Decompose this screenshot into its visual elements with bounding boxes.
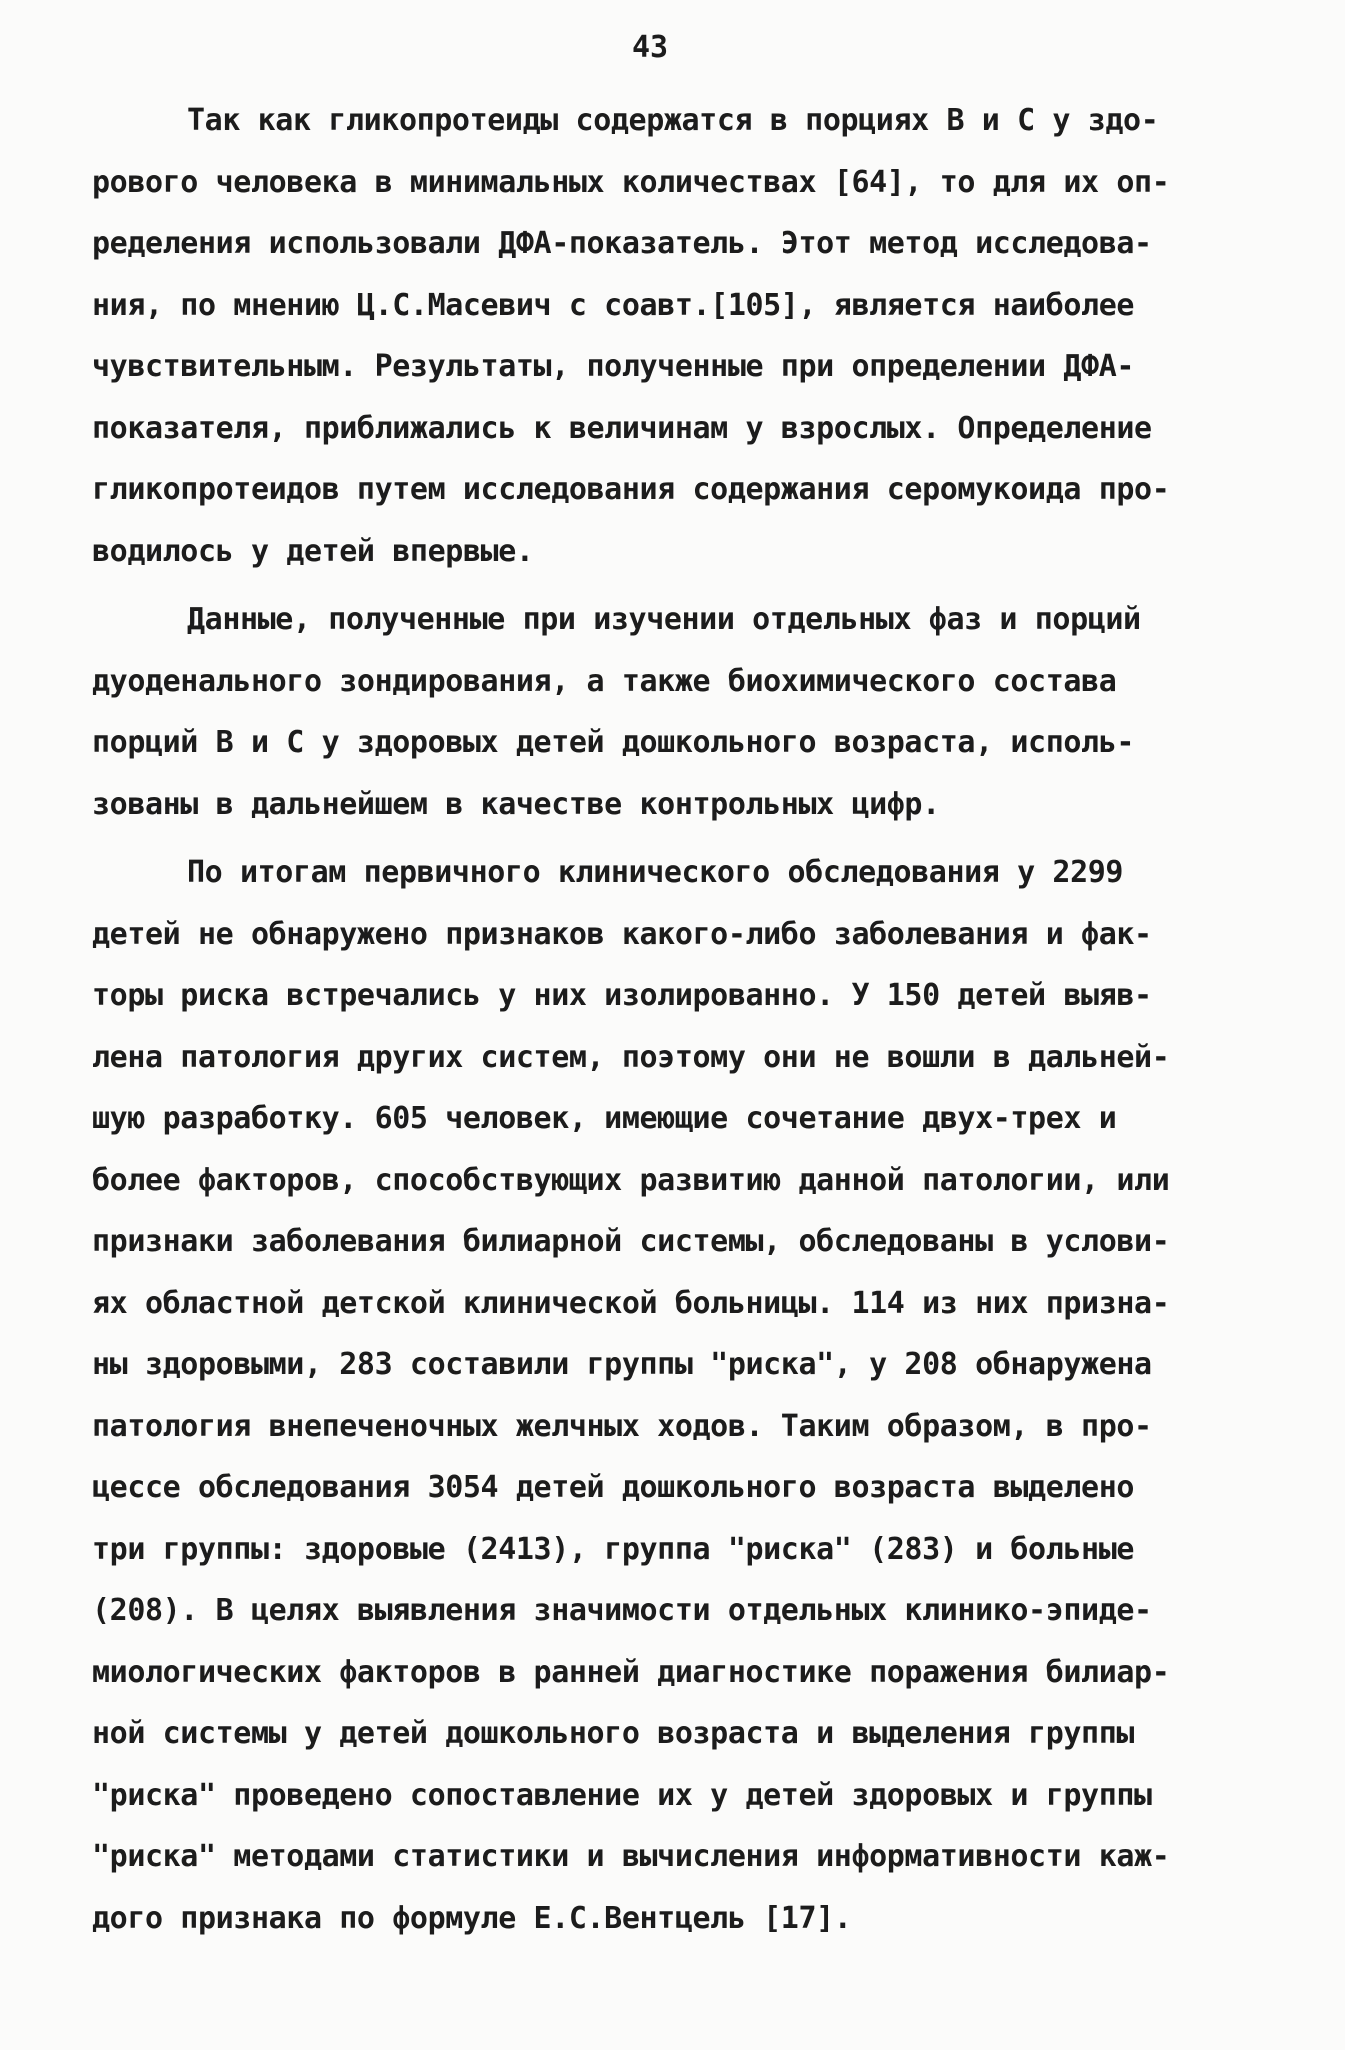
text-line: шую разработку. 605 человек, имеющие сочетание двух-трех и (92, 1101, 1117, 1136)
text-line: ны здоровыми, 283 составили группы "риска", у 208 обнаружена (92, 1347, 1152, 1382)
text-line: дуоденального зондирования, а также биохимического состава (92, 663, 1117, 699)
paragraph-1 (92, 90, 1267, 582)
text-line: патология внепеченочных желчных ходов. Таким образом, в про- (92, 1408, 1152, 1444)
text-line: Данные, полученные при изучении отдельных фаз и порций (187, 602, 1141, 637)
text-line: По итогам первичного клинического обследования у 2299 (187, 855, 1124, 890)
body-text (92, 90, 1267, 1949)
text-line: рового человека в минимальных количествах [64], то для их оп- (92, 164, 1170, 200)
text-line: зованы в дальнейшем в качестве контрольных цифр. (92, 786, 940, 822)
text-line: (208). В целях выявления значимости отдельных клинико-эпиде- (92, 1593, 1152, 1628)
text-line: порций В и С у здоровых детей дошкольного возраста, исполь- (92, 725, 1135, 760)
text-line: показателя, приближались к величинам у взрослых. Определение (92, 410, 1152, 446)
text-line: цессе обследования 3054 детей дошкольного возраста выделено (92, 1470, 1135, 1505)
text-line: "риска" проведено сопоставление их у детей здоровых и группы (92, 1777, 1152, 1813)
text-line: детей не обнаружено признаков какого-либо заболевания и фак- (92, 916, 1152, 952)
text-line: более факторов, способствующих развитию данной патологии, или (92, 1162, 1170, 1198)
text-line: дого признака по формуле Е.С.Вентцель [17]. (92, 1900, 852, 1936)
text-line: ной системы у детей дошкольного возраста и выделения группы (92, 1716, 1135, 1751)
text-line: ния, по мнению Ц.С.Масевич с соавт.[105], является наиболее (92, 287, 1135, 323)
text-line: миологических факторов в ранней диагностике поражения билиар- (92, 1654, 1170, 1690)
paragraph-3 (92, 842, 1267, 1949)
text-line: чувствительным. Результаты, полученные при определении ДФА- (92, 349, 1135, 384)
text-line: гликопротеидов путем исследования содержания серомукоида про- (92, 472, 1170, 507)
text-line: водилось у детей впервые. (92, 533, 534, 569)
text-line: Так как гликопротеиды содержатся в порциях В и С у здо- (187, 103, 1159, 138)
page-number: 43 (631, 30, 669, 65)
text-line: три группы: здоровые (2413), группа "риска" (283) и больные (92, 1531, 1135, 1567)
paragraph-2 (92, 589, 1267, 835)
text-line: торы риска встречались у них изолированно. У 150 детей выяв- (92, 978, 1152, 1013)
text-line: ределения использовали ДФА-показатель. Этот метод исследова- (92, 226, 1152, 261)
text-line: лена патология других систем, поэтому они не вошли в дальней- (92, 1039, 1170, 1075)
text-line: ях областной детской клинической больницы. 114 из них призна- (92, 1285, 1170, 1321)
text-line: признаки заболевания билиарной системы, обследованы в услови- (92, 1224, 1170, 1259)
text-line: "риска" методами статистики и вычисления информативности каж- (92, 1839, 1170, 1874)
